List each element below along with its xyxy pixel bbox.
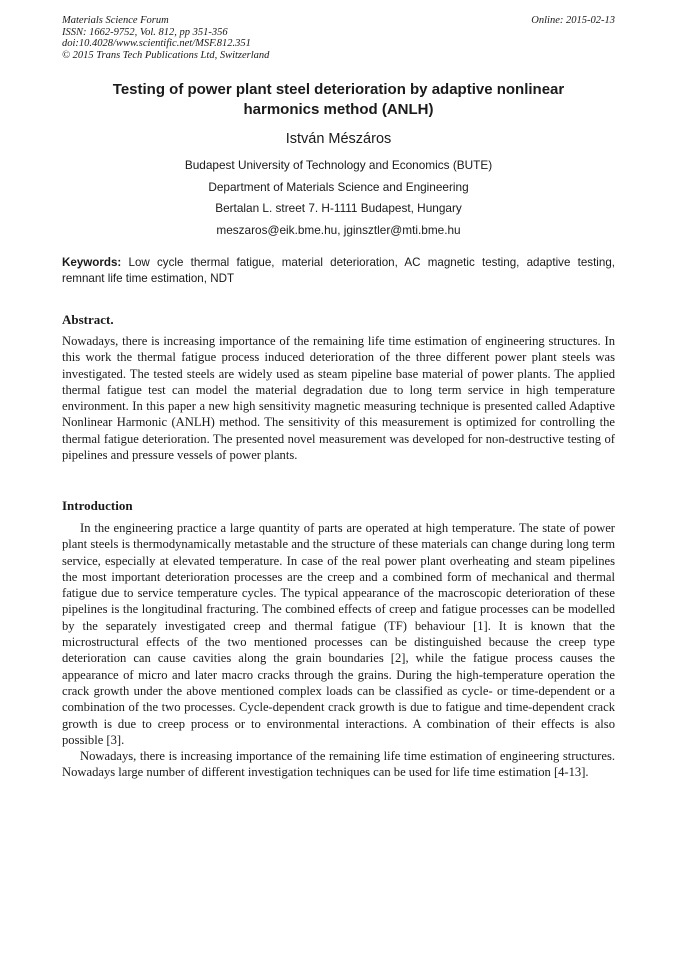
online-date: Online: 2015-02-13 [531,15,615,26]
abstract-text: Nowadays, there is increasing importance of the remaining life time estimation of engineering structures. In this work the thermal fatigue process induced deterioration of the three different power plant steels was investigated. The tested steels are widely used as steam pipeline base material of power plants. The applied thermal fatigue test can model the material degradation due to long term service in high temperature environment. In this paper a new high sensitivity magnetic measuring technique is presented called Adaptive Nonlinear Harmonic (ANLH) method. The sensitivity of this measurement is optimized for controlling the thermal fatigue deterioration. The presented novel measurement was developed for non-destructive testing of pipelines and pressure vessels of power plants. [62,334,615,463]
title-line-2: harmonics method (ANLH) [243,101,434,118]
affiliation-emails: meszaros@eik.bme.hu, jginsztler@mti.bme.hu [216,222,461,237]
copyright-line: © 2015 Trans Tech Publications Ltd, Switzerland [62,49,270,61]
introduction-paragraph: Nowadays, there is increasing importance of the remaining life time estimation of engineering structures. Nowadays large number of different investigation techniques can be used for life time estimation [4-13]. [62,749,615,780]
abstract-heading: Abstract. [62,312,114,327]
affiliation-university: Budapest University of Technology and Economics (BUTE) [184,158,493,172]
keywords-label: Keywords: [62,256,122,269]
journal-header [62,15,269,61]
introduction-body [62,520,615,781]
doi-line: doi:10.4028/www.scientific.net/MSF.812.351 [62,38,251,50]
affiliation-block [62,155,615,241]
issn-line: ISSN: 1662-9752, Vol. 812, pp 351-356 [62,26,228,38]
introduction-heading: Introduction [62,498,133,513]
affiliation-address: Bertalan L. street 7. H-1111 Budapest, Hungary [215,201,462,215]
title-line-1: Testing of power plant steel deterioration by adaptive nonlinear [112,81,565,98]
abstract-body [62,333,615,463]
keywords-text: Low cycle thermal fatigue, material deterioration, AC magnetic testing, adaptive testing, remnant life time estimation, NDT [62,256,615,285]
affiliation-department: Department of Materials Science and Engineering [208,179,469,194]
author-name: István Mészáros [285,131,392,147]
journal-name: Materials Science Forum [62,15,169,26]
introduction-paragraph: In the engineering practice a large quantity of parts are operated at high temperature. The state of power plant steels is thermodynamically metastable and the structure of these materials can change during long term service, especially at elevated temperature. In case of the real power plant overheating and steam pipelines the most important deterioration processes are the creep and a combined form of mechanical and thermal fatigue due to service temperature cycles. The typical appearance of the macroscopic deterioration of these pipelines is the longitudinal fracturing. The combined effects of creep and fatigue processes can be modelled by the separately investigated creep and thermal fatigue (TF) behaviour [1]. It is known that the microstructural effects of the two mentioned processes can be distinguished because the creep type deterioration can cause cavities along the grain boundaries [2], while the fatigue process causes the appearance of micro and later macro cracks through the grains. During the high-temperature operation the crack growth under the above mentioned complex loads can be classified as cycle- or time-dependent or a combination of the two processes. Cycle-dependent crack growth is due to fatigue and time-dependent crack growth is due to creep process or to environmental interactions. A combination of their effects is also possible [3]. [62,521,615,747]
paper-title [62,80,615,120]
keywords [62,255,615,287]
